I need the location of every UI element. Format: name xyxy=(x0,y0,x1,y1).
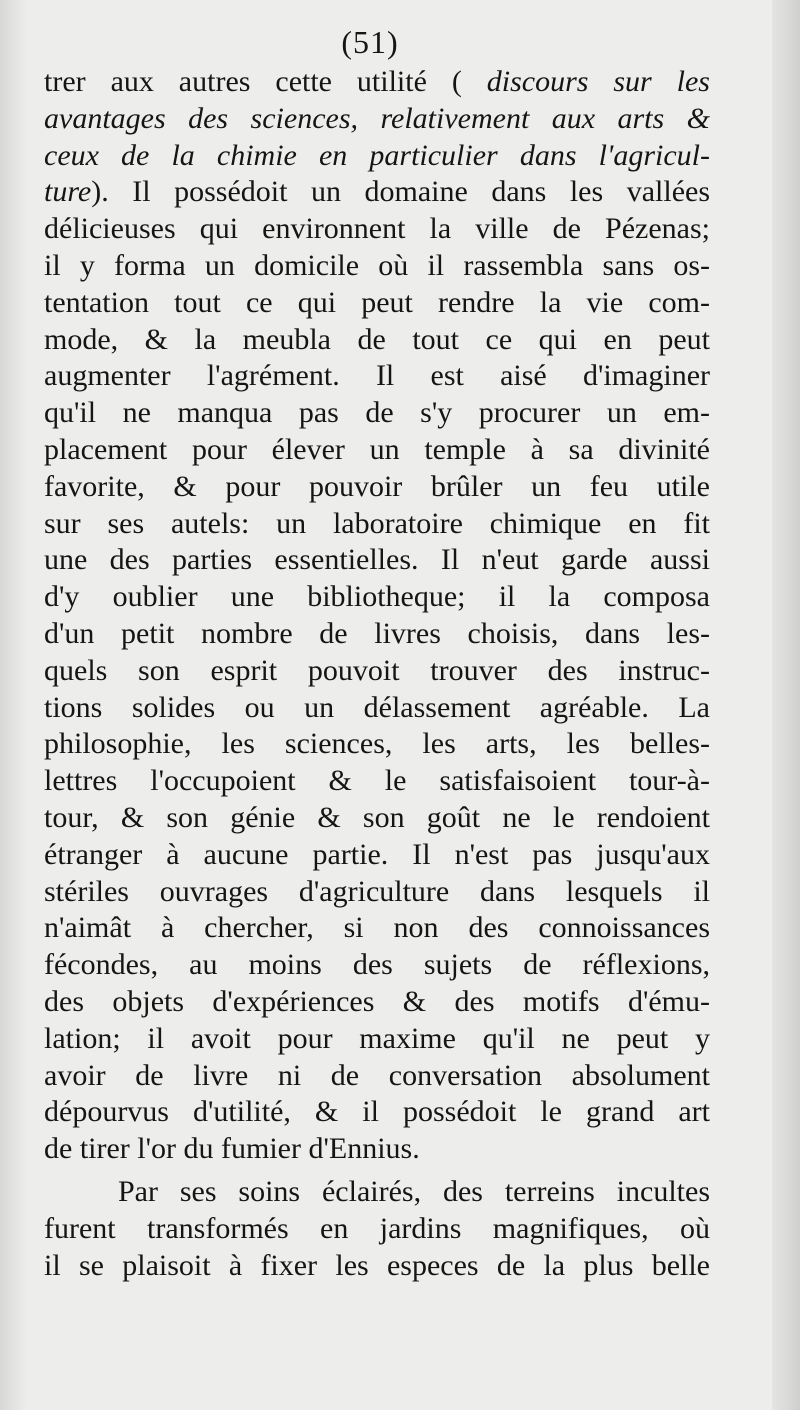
text-run: ). Il possédoit un domaine dans les vallées xyxy=(91,175,710,209)
text-line xyxy=(44,1131,710,1168)
text-run: qu'il ne manqua pas de s'y procurer un em- xyxy=(44,396,710,430)
body-text xyxy=(44,64,710,1284)
text-line xyxy=(44,1174,710,1211)
text-run: philosophie, les sciences, les arts, les belles- xyxy=(44,727,710,761)
italic-text: ture xyxy=(44,175,92,209)
text-run: sur ses autels: un laboratoire chimique en fit xyxy=(44,506,710,540)
text-run: il y forma un domicile où il rassembla sans os- xyxy=(44,248,710,282)
text-line xyxy=(44,874,710,911)
text-line xyxy=(44,616,710,653)
text-line xyxy=(44,800,710,837)
text-run: il se plaisoit à fixer les especes de la plus belle xyxy=(44,1248,710,1282)
text-line xyxy=(44,101,710,138)
text-line xyxy=(44,947,710,984)
text-line xyxy=(44,395,710,432)
text-run: lettres l'occupoient & le satisfaisoient tour-à- xyxy=(44,764,710,798)
text-run: de tirer l'or du fumier d'Ennius. xyxy=(44,1132,420,1166)
text-line xyxy=(44,837,710,874)
text-run: mode, & la meubla de tout ce qui en peut xyxy=(44,322,710,356)
italic-text: avantages des sciences, relativement aux arts & xyxy=(44,101,710,135)
text-line xyxy=(44,579,710,616)
text-run: lation; il avoit pour maxime qu'il ne peut y xyxy=(44,1021,710,1055)
text-run: avoir de livre ni de conversation absolument xyxy=(44,1058,710,1092)
text-line xyxy=(44,1021,710,1058)
text-line xyxy=(44,138,710,175)
text-line xyxy=(44,910,710,947)
text-line xyxy=(44,248,710,285)
text-line xyxy=(44,432,710,469)
text-line xyxy=(44,64,710,101)
text-line xyxy=(44,726,710,763)
text-run: étranger à aucune partie. Il n'est pas jusqu'aux xyxy=(44,837,710,871)
text-line xyxy=(44,542,710,579)
text-line xyxy=(44,322,710,359)
text-line xyxy=(44,690,710,727)
text-line xyxy=(44,1248,710,1285)
text-line xyxy=(44,763,710,800)
text-line xyxy=(44,1058,710,1095)
text-run: tions solides ou un délassement agréable. La xyxy=(44,690,710,724)
text-line xyxy=(44,984,710,1021)
text-line xyxy=(44,469,710,506)
text-run: stériles ouvrages d'agriculture dans lesquels il xyxy=(44,874,710,908)
text-run: furent transformés en jardins magnifiques, où xyxy=(44,1211,710,1245)
text-line xyxy=(44,285,710,322)
text-line xyxy=(44,506,710,543)
text-run: tentation tout ce qui peut rendre la vie com- xyxy=(44,285,710,319)
text-line xyxy=(44,174,710,211)
italic-text: ceux de la chimie en particulier dans l'agricul- xyxy=(44,138,710,172)
text-run: n'aimât à chercher, si non des connoissances xyxy=(44,911,710,945)
text-run: Par ses soins éclairés, des terreins incultes xyxy=(118,1174,710,1208)
text-run: tour, & son génie & son goût ne le rendoient xyxy=(44,800,710,834)
text-run: d'y oublier une bibliotheque; il la composa xyxy=(44,580,710,614)
text-run: délicieuses qui environnent la ville de Pézenas; xyxy=(44,212,710,246)
text-run: favorite, & pour pouvoir brûler un feu utile xyxy=(44,469,710,503)
text-line xyxy=(44,211,710,248)
text-line xyxy=(44,358,710,395)
text-run: fécondes, au moins des sujets de réflexions, xyxy=(44,948,710,982)
text-line xyxy=(44,1094,710,1131)
text-run: trer aux autres cette utilité ( xyxy=(44,65,487,98)
page-right-edge xyxy=(772,0,800,1410)
italic-text: discours sur les xyxy=(486,65,710,98)
text-run: augmenter l'agrément. Il est aisé d'imaginer xyxy=(44,359,710,393)
text-line xyxy=(44,653,710,690)
text-run: quels son esprit pouvoit trouver des instruc- xyxy=(44,653,710,687)
page-left-shadow xyxy=(0,0,26,1410)
page-number: (51) xyxy=(341,24,399,60)
text-run: une des parties essentielles. Il n'eut garde aussi xyxy=(44,543,710,577)
text-run: des objets d'expériences & des motifs d'ému- xyxy=(44,984,710,1018)
text-run: placement pour élever un temple à sa divinité xyxy=(44,432,710,466)
text-run: dépourvus d'utilité, & il possédoit le grand art xyxy=(44,1095,710,1129)
text-line xyxy=(44,1211,710,1248)
text-run: d'un petit nombre de livres choisis, dans les- xyxy=(44,616,710,650)
